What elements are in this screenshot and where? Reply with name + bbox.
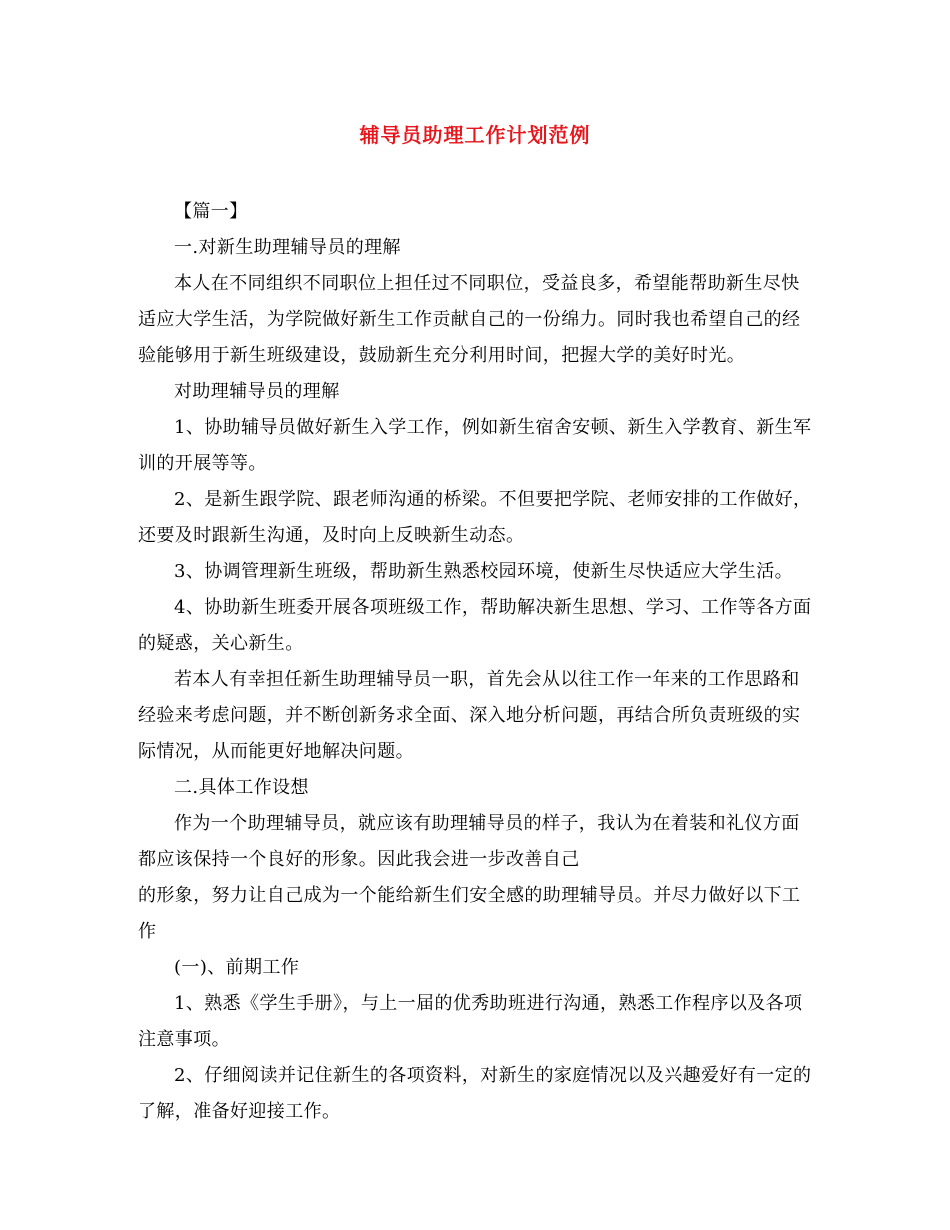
paragraph: 的形象，努力让自己成为一个能给新生们安全感的助理辅导员。并尽力做好以下工作 [138, 885, 801, 942]
subsection-heading: 一.对新生助理辅导员的理解 [174, 237, 401, 258]
document-title: 辅导员助理工作计划范例 [359, 123, 591, 147]
list-item: 1、熟悉《学生手册》，与上一届的优秀助班进行沟通，熟悉工作程序以及各项注意事项。 [138, 993, 803, 1050]
subsection-heading: 对助理辅导员的理解 [174, 381, 340, 402]
subsection-heading: (一)、前期工作 [174, 957, 300, 978]
document-body [138, 194, 814, 1130]
list-item: 3、协调管理新生班级，帮助新生熟悉校园环境，使新生尽快适应大学生活。 [174, 561, 794, 582]
list-item: 2、仔细阅读并记住新生的各项资料，对新生的家庭情况以及兴趣爱好有一定的了解，准备好迎接工作。 [138, 1065, 812, 1122]
list-item: 1、协助辅导员做好新生入学工作，例如新生宿舍安顿、新生入学教育、新生军训的开展等等。 [138, 417, 812, 474]
paragraph: 若本人有幸担任新生助理辅导员一职，首先会从以往工作一年来的工作思路和经验来考虑问题，并不断创新务求全面、深入地分析问题，再结合所负责班级的实际情况，从而能更好地解决问题。 [138, 669, 801, 762]
section-heading: 【篇一】 [174, 201, 248, 222]
paragraph: 作为一个助理辅导员，就应该有助理辅导员的样子，我认为在着装和礼仪方面都应该保持一个良好的形象。因此我会进一步改善自己 [138, 813, 800, 870]
list-item: 2、是新生跟学院、跟老师沟通的桥梁。不但要把学院、老师安排的工作做好，还要及时跟新生沟通，及时向上反映新生动态。 [138, 489, 812, 546]
subsection-heading: 二.具体工作设想 [174, 777, 309, 798]
paragraph: 本人在不同组织不同职位上担任过不同职位，受益良多，希望能帮助新生尽快适应大学生活，为学院做好新生工作贡献自己的一份绵力。同时我也希望自己的经验能够用于新生班级建设，鼓励新生充分利用时间，把握大学的美好时光。 [138, 273, 801, 366]
list-item: 4、协助新生班委开展各项班级工作，帮助解决新生思想、学习、工作等各方面的疑惑，关心新生。 [138, 597, 812, 654]
